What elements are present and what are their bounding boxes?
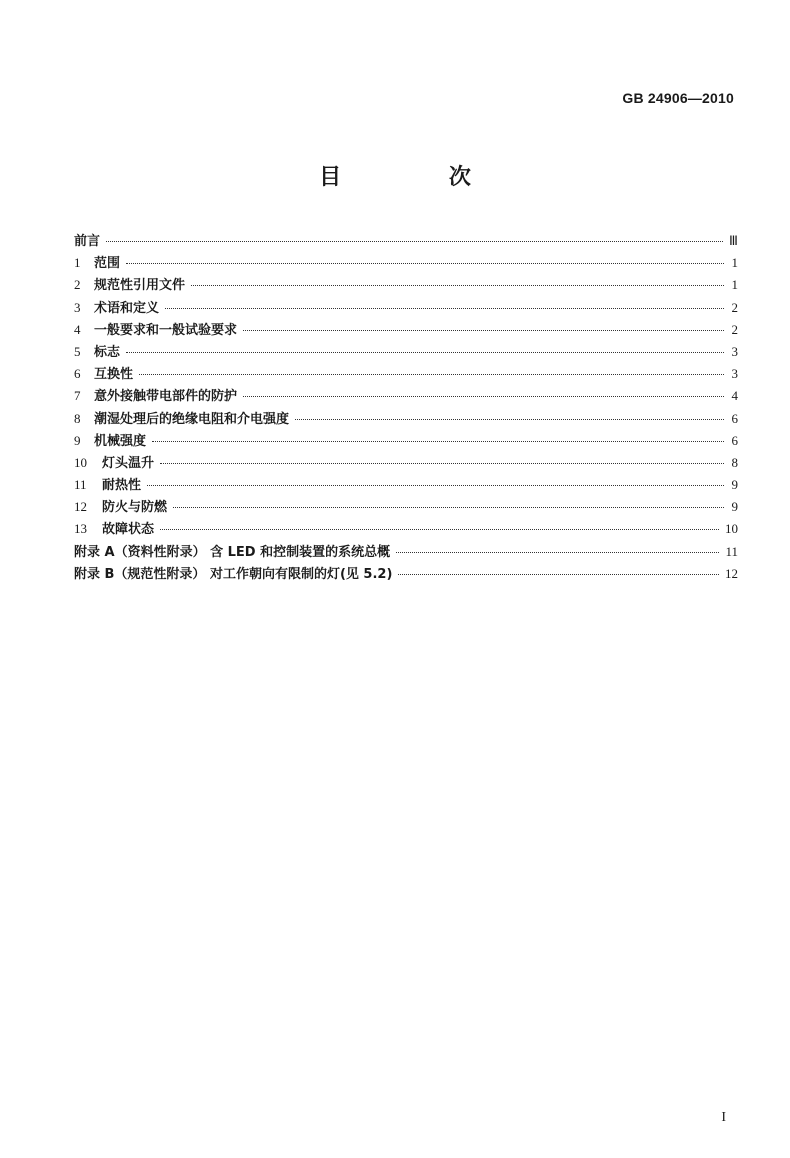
toc-entry-page: 11	[725, 543, 738, 559]
toc-entry-number: 8	[74, 410, 81, 426]
toc-entry-number: 2	[74, 277, 81, 293]
dot-leader	[139, 374, 724, 375]
toc-entry-title: 灯头温升	[102, 455, 155, 471]
toc-entry-title: 互换性	[94, 367, 134, 383]
toc-entry-foreword[interactable]	[74, 230, 738, 252]
toc-entry-number: 4	[74, 321, 81, 337]
toc-entry-title: 潮湿处理后的绝缘电阻和介电强度	[94, 411, 290, 427]
toc-entry-number: 7	[74, 388, 81, 404]
toc-entry-cap-temperature-rise[interactable]	[74, 452, 738, 474]
dot-leader	[147, 485, 724, 486]
toc-entry-page: 3	[731, 343, 738, 359]
toc-entry-title: 附录 B（规范性附录） 对工作朝向有限制的灯(见 5.2)	[74, 566, 393, 582]
dot-leader	[126, 263, 724, 264]
toc-entry-page: 2	[731, 321, 738, 337]
toc-entry-mechanical-strength[interactable]	[74, 430, 738, 452]
dot-leader	[160, 463, 724, 464]
dot-leader	[243, 396, 724, 397]
toc-entry-normative-references[interactable]	[74, 274, 738, 296]
toc-entry-number: 1	[74, 255, 81, 271]
toc-entry-live-parts-protection[interactable]	[74, 385, 738, 407]
toc-entry-title: 范围	[94, 256, 121, 272]
toc-entry-title: 附录 A（资料性附录） 含 LED 和控制装置的系统总概	[74, 544, 391, 560]
dot-leader	[165, 308, 724, 309]
toc-title: 目 次	[319, 165, 521, 190]
toc-entry-marking[interactable]	[74, 341, 738, 363]
toc-list	[74, 230, 738, 585]
toc-entry-fire-resistance[interactable]	[74, 496, 738, 518]
toc-entry-page: 1	[731, 255, 738, 271]
toc-entry-page: 6	[731, 410, 738, 426]
toc-entry-annex-a[interactable]	[74, 541, 738, 563]
toc-entry-page: 4	[731, 388, 738, 404]
toc-entry-page: 9	[731, 499, 738, 515]
toc-entry-page: Ⅲ	[729, 233, 738, 248]
page-number: I	[721, 1110, 726, 1125]
dot-leader	[243, 330, 724, 331]
dot-leader	[396, 552, 719, 553]
toc-entry-heat-resistance[interactable]	[74, 474, 738, 496]
toc-entry-general-requirements[interactable]	[74, 319, 738, 341]
toc-entry-title: 术语和定义	[94, 300, 160, 316]
toc-entry-number: 13	[74, 521, 87, 537]
dot-leader	[160, 529, 719, 530]
toc-entry-scope[interactable]	[74, 252, 738, 274]
toc-entry-title: 防火与防燃	[102, 500, 168, 516]
toc-entry-page: 3	[731, 366, 738, 382]
dot-leader	[398, 574, 719, 575]
toc-entry-number: 5	[74, 343, 81, 359]
toc-entry-number: 9	[74, 432, 81, 448]
standard-number: GB 24906—2010	[622, 90, 734, 106]
toc-entry-insulation-resistance[interactable]	[74, 408, 738, 430]
dot-leader	[191, 285, 724, 286]
dot-leader	[152, 441, 724, 442]
toc-entry-page: 1	[731, 277, 738, 293]
toc-entry-interchangeability[interactable]	[74, 363, 738, 385]
toc-entry-annex-b[interactable]	[74, 563, 738, 585]
toc-entry-page: 12	[725, 565, 738, 581]
toc-entry-page: 6	[731, 432, 738, 448]
toc-entry-title: 一般要求和一般试验要求	[94, 322, 238, 338]
toc-entry-title: 机械强度	[94, 433, 147, 449]
toc-entry-page: 2	[731, 299, 738, 315]
toc-entry-title: 故障状态	[102, 522, 155, 538]
dot-leader	[173, 507, 724, 508]
toc-entry-fault-conditions[interactable]	[74, 518, 738, 540]
toc-entry-number: 11	[74, 477, 87, 493]
dot-leader	[106, 241, 723, 242]
toc-entry-page: 8	[731, 454, 738, 470]
toc-entry-title: 耐热性	[102, 478, 142, 494]
toc-entry-number: 10	[74, 454, 87, 470]
dot-leader	[126, 352, 724, 353]
toc-entry-number: 3	[74, 299, 81, 315]
toc-entry-page: 9	[731, 477, 738, 493]
toc-entry-page: 10	[725, 521, 738, 537]
toc-entry-title: 标志	[94, 344, 121, 360]
toc-entry-terms[interactable]	[74, 297, 738, 319]
dot-leader	[295, 419, 724, 420]
toc-entry-title: 意外接触带电部件的防护	[94, 389, 238, 405]
toc-entry-number: 12	[74, 499, 87, 515]
toc-entry-title: 规范性引用文件	[94, 278, 186, 294]
toc-entry-title: 前言	[74, 234, 101, 249]
toc-entry-number: 6	[74, 366, 81, 382]
